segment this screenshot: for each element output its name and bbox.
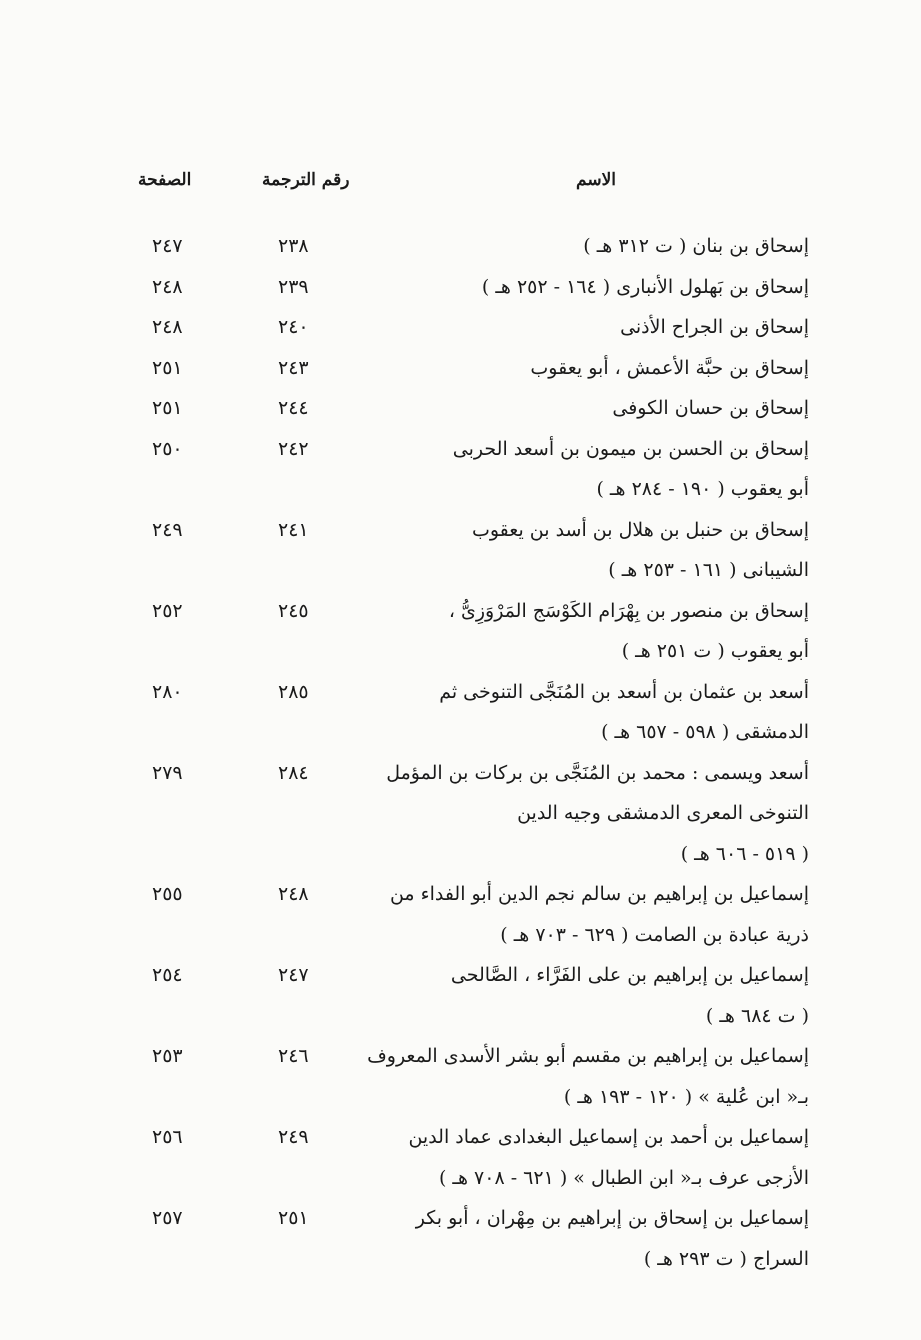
entry-number: ٢٤٩ <box>278 1126 309 1148</box>
entry-number: ٢٤٣ <box>278 356 309 379</box>
index-entry <box>0 672 921 753</box>
entry-page: ٢٥١ <box>152 356 183 379</box>
index-entry <box>0 388 921 429</box>
entry-name-line: إسحاق بن منصور بن بِهْرَام الكَوْسَج المَرْوَزِىُّ ، <box>448 599 809 622</box>
entry-number: ٢٣٨ <box>278 235 309 257</box>
entry-number: ٢٤٦ <box>278 1045 309 1067</box>
entry-name <box>380 591 809 672</box>
index-entry <box>0 307 921 348</box>
entry-name-line: إسماعيل بن إبراهيم بن سالم نجم الدين أبو الفداء من <box>389 883 809 905</box>
entry-number: ٢٤٨ <box>278 883 309 905</box>
entry-name-line: ( ٥١٩ - ٦٠٦ هـ ) <box>680 842 809 865</box>
entry-number: ٢٤٢ <box>278 437 309 460</box>
entry-page: ٢٤٨ <box>152 275 183 298</box>
entry-page: ٢٤٧ <box>152 235 183 257</box>
entry-name-line: إسحاق بن حنبل بن هلال بن أسد بن يعقوب <box>471 518 809 541</box>
index-list <box>0 226 921 1279</box>
entry-name-line: أسعد بن عثمان بن أسعد بن المُنَجَّى التنوخى ثم <box>439 680 809 703</box>
entry-name-line: إسماعيل بن إسحاق بن إبراهيم بن مِهْران ، أبو بكر <box>415 1207 809 1229</box>
entry-name <box>380 510 809 591</box>
header-page: الصفحة <box>138 170 192 190</box>
entry-name-line: إسحاق بن حسان الكوفى <box>612 397 809 419</box>
entry-page: ٢٤٨ <box>152 316 183 338</box>
entry-name-line: أبو يعقوب ( ت ٢٥١ هـ ) <box>621 640 809 662</box>
entry-name-line: إسحاق بن الحسن بن ميمون بن أسعد الحربى <box>452 437 809 460</box>
header-name: الاسم <box>576 170 616 190</box>
entry-name <box>380 955 809 1036</box>
entry-name-line: إسحاق بن الجراح الأذنى <box>620 316 809 338</box>
entry-number: ٢٤٧ <box>278 964 309 986</box>
entry-name-line: إسحاق بن بنان ( ت ٣١٢ هـ ) <box>583 235 809 257</box>
entry-name <box>380 874 809 955</box>
entry-number: ٢٤٠ <box>278 316 309 338</box>
entry-page: ٢٧٩ <box>152 761 183 784</box>
table-header <box>0 170 921 200</box>
entry-name-line: بـ« ابن عُلية » ( ١٢٠ - ١٩٣ هـ ) <box>563 1085 809 1108</box>
entry-number: ٢٨٤ <box>278 761 309 784</box>
index-entry <box>0 1117 921 1198</box>
entry-name <box>380 307 809 348</box>
entry-page: ٢٥٢ <box>152 599 183 622</box>
index-entry <box>0 267 921 308</box>
entry-name-line: الأزجى عرف بـ« ابن الطبال » ( ٦٢١ - ٧٠٨ هـ ) <box>438 1166 809 1189</box>
entry-name <box>367 1036 809 1117</box>
entry-name <box>380 429 809 510</box>
entry-name <box>380 226 809 267</box>
entry-page: ٢٥١ <box>152 397 183 419</box>
index-entry <box>0 429 921 510</box>
entry-name <box>380 267 809 308</box>
index-entry <box>0 226 921 267</box>
entry-name-line: السراج ( ت ٢٩٣ هـ ) <box>643 1247 809 1270</box>
entry-page: ٢٨٠ <box>152 680 183 703</box>
entry-name-line: إسماعيل بن إبراهيم بن على الفَرَّاء ، الصَّالحى <box>450 964 809 986</box>
entry-name-line: الشيبانى ( ١٦١ - ٢٥٣ هـ ) <box>608 559 809 581</box>
entry-name <box>380 672 809 753</box>
index-entry <box>0 753 921 875</box>
entry-name-line: إسحاق بن حبَّة الأعمش ، أبو يعقوب <box>530 356 809 379</box>
entry-page: ٢٥٠ <box>152 437 183 460</box>
entry-page: ٢٥٦ <box>152 1126 183 1148</box>
entry-name-line: إسماعيل بن أحمد بن إسماعيل البغدادى عماد الدين <box>408 1126 809 1148</box>
index-entry <box>0 591 921 672</box>
entry-name <box>380 1198 809 1279</box>
index-entry <box>0 874 921 955</box>
entry-name <box>380 753 809 875</box>
entry-name-line: ( ت ٦٨٤ هـ ) <box>705 1004 809 1027</box>
entry-name-line: الدمشقى ( ٥٩٨ - ٦٥٧ هـ ) <box>601 721 809 743</box>
index-entry <box>0 510 921 591</box>
entry-name-line: التنوخى المعرى الدمشقى وجيه الدين <box>517 802 809 824</box>
entry-number: ٢٣٩ <box>278 275 309 298</box>
entry-page: ٢٥٧ <box>152 1207 183 1229</box>
index-entry <box>0 1036 921 1117</box>
entry-name-line: إسحاق بن بَهلول الأنبارى ( ١٦٤ - ٢٥٢ هـ ) <box>481 275 809 298</box>
entry-number: ٢٨٥ <box>278 680 309 703</box>
entry-name <box>380 1117 809 1198</box>
entry-name-line: أبو يعقوب ( ١٩٠ - ٢٨٤ هـ ) <box>596 478 809 500</box>
entry-page: ٢٥٤ <box>152 964 183 986</box>
entry-number: ٢٤٤ <box>278 397 309 419</box>
index-entry <box>0 955 921 1036</box>
index-entry <box>0 348 921 389</box>
entry-number: ٢٤٥ <box>278 599 309 622</box>
entry-page: ٢٥٥ <box>152 883 183 905</box>
entry-name-line: إسماعيل بن إبراهيم بن مقسم أبو بشر الأسدى المعروف <box>367 1045 809 1067</box>
entry-number: ٢٥١ <box>278 1207 309 1229</box>
entry-page: ٢٤٩ <box>152 518 183 541</box>
entry-name-line: ذرية عبادة بن الصامت ( ٦٢٩ - ٧٠٣ هـ ) <box>500 923 809 946</box>
entry-name-line: أسعد ويسمى : محمد بن المُنَجَّى بن بركات بن المؤمل <box>386 761 809 784</box>
entry-number: ٢٤١ <box>278 518 309 541</box>
entry-name <box>380 388 809 429</box>
index-entry <box>0 1198 921 1279</box>
header-entry-number: رقم الترجمة <box>262 170 350 190</box>
entry-name <box>380 348 809 389</box>
entry-page: ٢٥٣ <box>152 1045 183 1067</box>
